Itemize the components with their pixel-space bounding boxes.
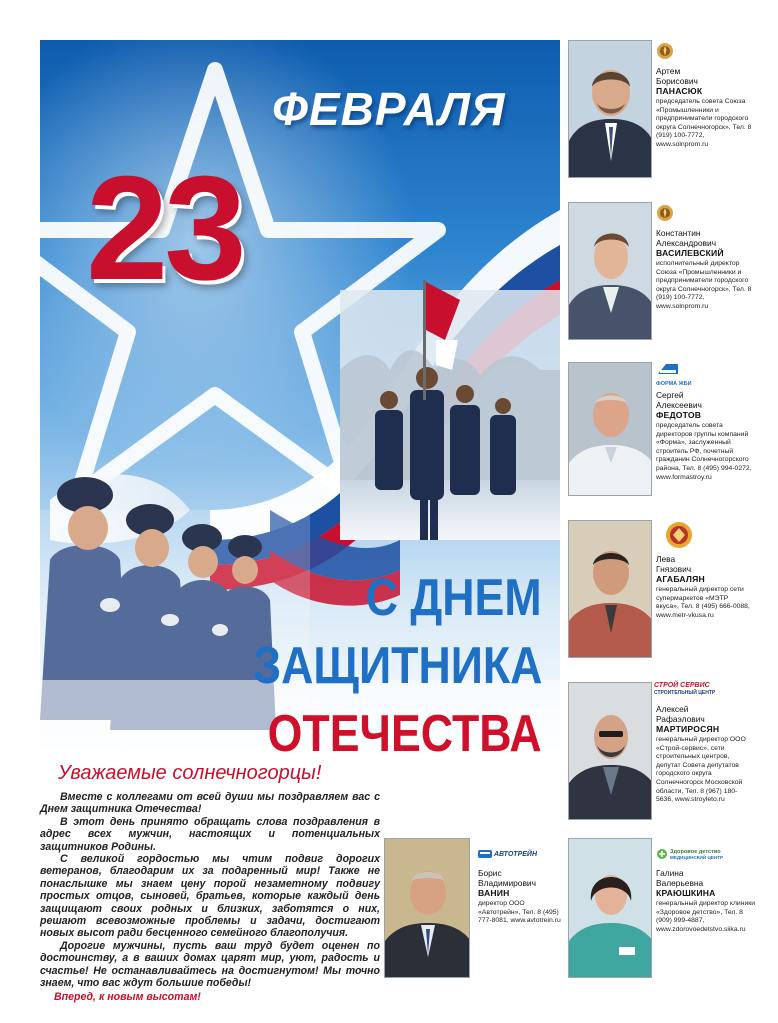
person-surname: КРАЮШКИНА	[656, 888, 716, 898]
person-patronymic: Александрович	[656, 238, 717, 248]
person-patronymic: Алексеевич	[656, 400, 702, 410]
avtotrein-logo-text: АВТОТРЕЙН	[494, 850, 538, 858]
person-photo	[568, 40, 652, 178]
person-patronymic: Рафаэлович	[656, 714, 705, 724]
person-info: исполнительный директор Союза «Промышленники и предприниматели городского округа Солнечногорск», Тел. 8 (919) 100-7772, www.solnprom.ru	[656, 260, 752, 310]
person-name	[656, 704, 752, 734]
portrait-illustration	[569, 839, 652, 978]
person-photo	[568, 682, 652, 820]
person-patronymic: Валерьевна	[656, 878, 704, 888]
greeting-letter	[40, 762, 380, 1003]
person-info: председатель совета Союза «Промышленники и предприниматели городского округа Солнечногорск», Тел. 8 (919) 100-7772, www.solnprom.ru	[656, 98, 752, 148]
stroy-logo-sub: СТРОИТЕЛЬНЫЙ ЦЕНТР	[654, 690, 716, 696]
poster-day: 23	[86, 146, 243, 311]
forma-zhbi-logo	[656, 362, 696, 387]
person-surname: ВАСИЛЕВСКИЙ	[656, 248, 724, 258]
portrait-illustration	[385, 839, 470, 978]
letter-paragraph: В этот день принято обращать слова поздравления в адрес всех мужчин, настоящих и потенциальных защитников Родины.	[40, 815, 380, 853]
portrait-illustration	[569, 521, 652, 658]
person-card	[568, 838, 768, 988]
person-card	[384, 838, 564, 988]
person-card	[568, 202, 768, 352]
person-info: генеральный директор сети супермаркетов «МЭТР вкуса», Тел. 8 (495) 666-0088, www.metr-vkusa.ru	[656, 586, 750, 619]
greeting-title-line-1: С ДНЕМ	[366, 569, 542, 627]
person-card	[568, 362, 768, 512]
person-name	[656, 554, 752, 584]
union-emblem-icon	[656, 204, 674, 227]
person-photo	[568, 362, 652, 496]
portrait-illustration	[569, 683, 652, 820]
greeting-title-line-3: ОТЕЧЕСТВА	[267, 705, 542, 760]
person-patronymic: Владимирович	[478, 878, 536, 888]
person-name	[656, 66, 752, 96]
metr-vkusa-logo	[662, 520, 696, 555]
zdorovoe-detstvo-logo	[656, 848, 766, 860]
letter-title: Уважаемые солнечногорцы!	[58, 762, 322, 784]
greeting-title-line-2: ЗАЩИТНИКА	[252, 637, 542, 695]
union-emblem-icon	[656, 42, 674, 65]
person-first-name: Галина	[656, 868, 684, 878]
person-first-name: Артем	[656, 66, 681, 76]
person-first-name: Константин	[656, 228, 701, 238]
person-photo	[568, 202, 652, 340]
person-patronymic: Борисович	[656, 76, 698, 86]
person-card	[568, 682, 768, 832]
person-first-name: Алексей	[656, 704, 689, 714]
stroy-logo-main: СТРОЙ СЕРВИС	[654, 682, 710, 689]
person-photo	[568, 838, 652, 978]
person-info: генеральный директор ООО «Строй-сервис», сети строительных центров, депутат Совета депутатов городского округа Солнечногорск Московской области, Тел. 8 (967) 180-5636, www.stroyleto.ru	[656, 736, 746, 804]
person-first-name: Сергей	[656, 390, 684, 400]
person-info: директор ООО «Автотрейн», Тел. 8 (495) 777-8081, www.avtotrein.ru	[478, 900, 561, 925]
person-card	[568, 40, 768, 190]
portrait-illustration	[569, 41, 652, 178]
letter-paragraph: Дорогие мужчины, пусть ваш труд будет оценен по достоинству, а в ваших домах царят мир, уют, радость и счастье! Не останавливайтесь на достигнутом! Мы точно знаем, что вас ждут большие победы!	[40, 939, 380, 990]
zdorovoe-logo-sub: МЕДИЦИНСКИЙ ЦЕНТР	[670, 854, 724, 860]
person-card	[568, 520, 768, 670]
stroy-service-logo	[654, 682, 754, 696]
portrait-illustration	[569, 203, 652, 340]
holiday-poster	[40, 40, 560, 760]
person-info: председатель совета директоров группы компаний «Форма», заслуженный строитель РФ, почетный гражданин Солнечногорского района, Тел. 8 (495) 994-0272, www.formastroy.ru	[656, 422, 752, 481]
letter-closing: Вперед, к новым высотам!	[54, 990, 201, 1003]
person-surname: АГАБАЛЯН	[656, 574, 705, 584]
person-photo	[384, 838, 470, 978]
person-surname: ПАНАСЮК	[656, 86, 703, 96]
avtotrein-logo	[478, 850, 558, 858]
person-surname: ВАНИН	[478, 888, 510, 898]
portrait-illustration	[569, 363, 652, 496]
person-name	[656, 390, 752, 420]
person-first-name: Лева	[656, 554, 676, 564]
poster-month: ФЕВРАЛЯ	[272, 83, 506, 135]
person-name	[656, 868, 756, 898]
forma-logo-text: ФОРМА ЖБИ	[656, 381, 692, 387]
person-name	[478, 868, 564, 898]
person-patronymic: Гнязович	[656, 564, 692, 574]
letter-paragraph: Вместе с коллегами от всей души мы поздравляем вас с Днем защитника Отечества!	[40, 791, 380, 816]
person-info: генеральный директор клиники «Здоровое детство», Тел. 8 (909) 999-4887, www.zdorovoedetstvo.siika.ru	[656, 900, 756, 933]
letter-paragraph: С великой гордостью мы чтим подвиг дорогих ветеранов, благодарим их за подаренный мир! Также не понаслышке мы знаем цену порой незаметному подвигу простых отцов, сыновей, братьев, которые каждый день защищают своих родных и близких, заботятся о них, решают всевозможные проблемы и задачи, достигают новых высот ради бесценного семейного благополучия.	[40, 853, 380, 940]
zdorovoe-logo-main: Здоровое детство	[670, 848, 721, 855]
person-name	[656, 228, 752, 258]
person-first-name: Борис	[478, 868, 502, 878]
person-surname: ФЕДОТОВ	[656, 410, 702, 420]
person-photo	[568, 520, 652, 658]
person-surname: МАРТИРОСЯН	[656, 724, 720, 734]
